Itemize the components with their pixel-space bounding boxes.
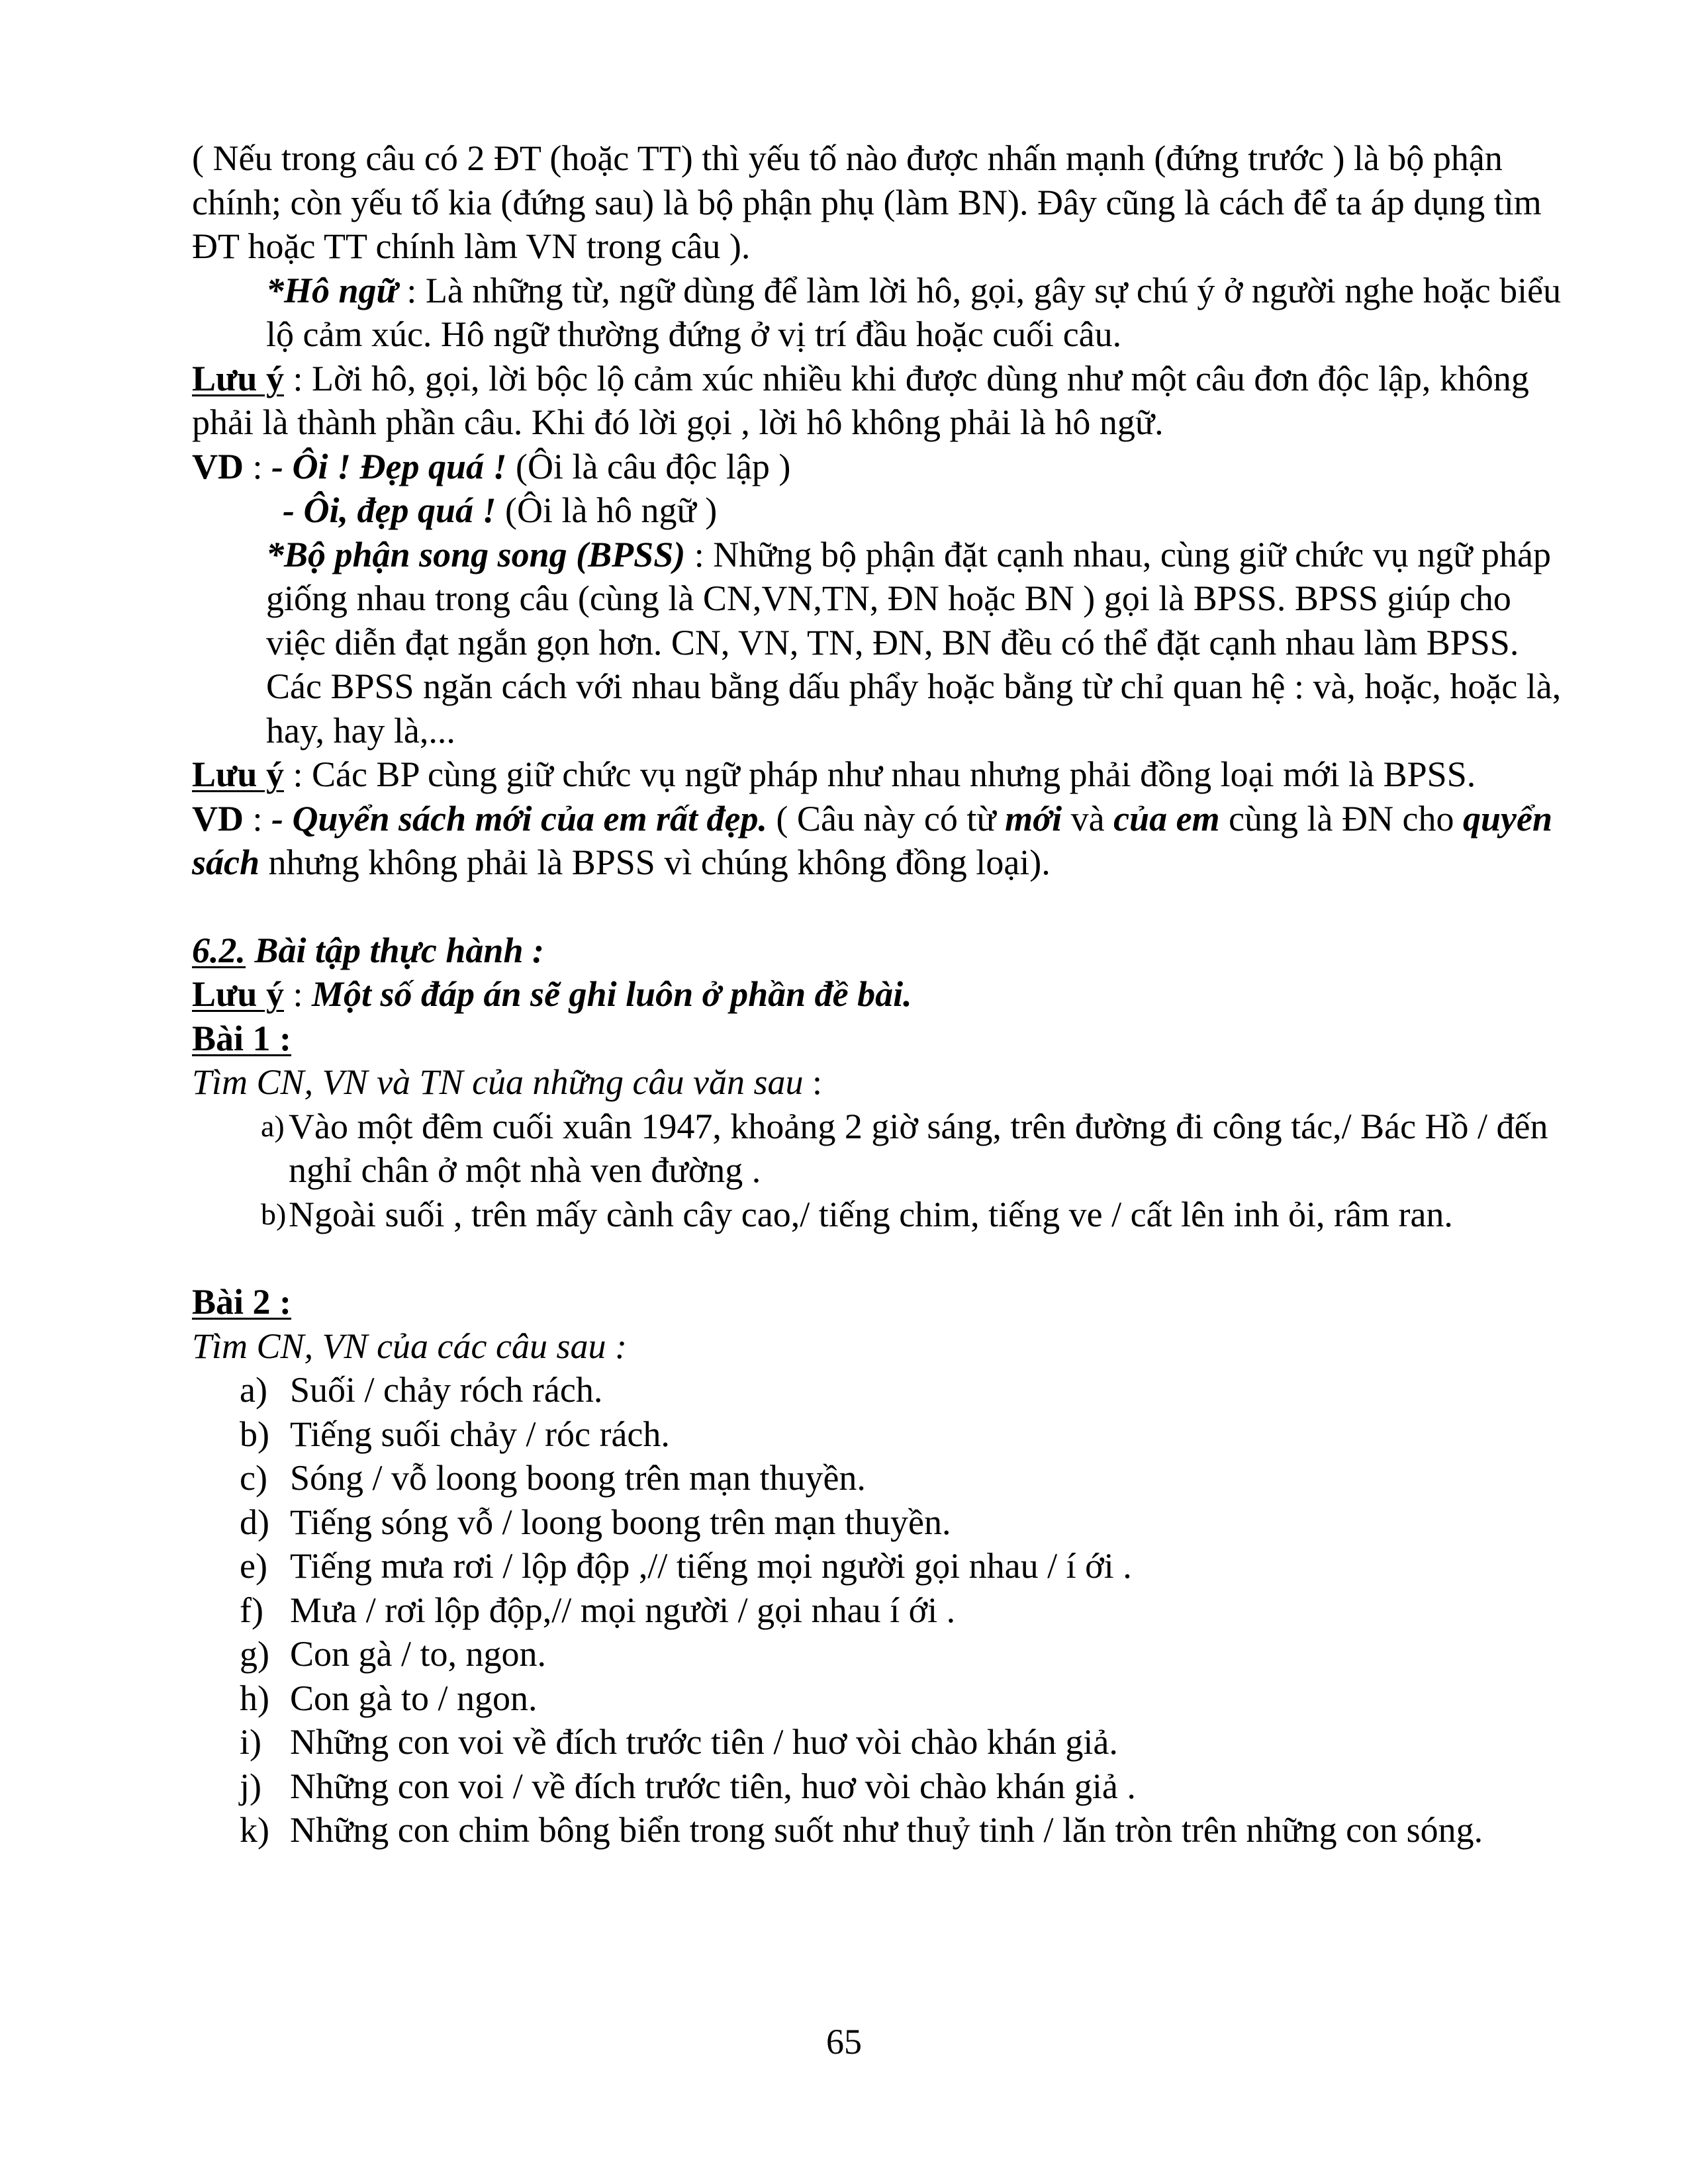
bai1-instruction-text: Tìm CN, VN và TN của những câu văn sau	[192, 1062, 804, 1102]
bai2-item-label: g)	[240, 1634, 269, 1674]
bai2-item-label: k)	[240, 1810, 269, 1850]
bpss-example-word-3: quyển sách	[192, 798, 1552, 882]
bai2-item-text: Con gà to / ngon.	[290, 1678, 538, 1718]
section-note-label: Lưu ý	[192, 974, 284, 1014]
bai1-heading-text: Bài 1 :	[192, 1018, 292, 1058]
section-note-text: Một số đáp án sẽ ghi luôn ở phần đề bài.	[311, 974, 912, 1014]
bpss-term: *Bộ phận song song (BPSS)	[266, 534, 686, 574]
bpss-example-sep: :	[244, 798, 272, 839]
bai2-heading-text: Bài 2 :	[192, 1282, 292, 1322]
bai2-item-j	[192, 1764, 1569, 1809]
intro-text: ( Nếu trong câu có 2 ĐT (hoặc TT) thì yếu tố nào được nhấn mạnh (đứng trước ) là bộ phận chính; còn yếu tố kia (đứng sau) là bộ phận phụ (làm BN). Đây cũng là cách để ta áp dụng tìm ĐT hoặc TT chính làm VN trong câu ).	[192, 138, 1542, 266]
bai2-item-e	[192, 1544, 1569, 1588]
bai2-item-c	[192, 1456, 1569, 1500]
bai2-item-text: Tiếng mưa rơi / lộp độp ,// tiếng mọi người gọi nhau / í ới .	[290, 1546, 1132, 1586]
ho-ngu-example-1-bold: - Ôi ! Đẹp quá !	[271, 446, 507, 486]
ho-ngu-example-2-bold: - Ôi, đẹp quá !	[283, 490, 496, 530]
bai2-item-text: Những con voi về đích trước tiên / huơ vòi chào khán giả.	[290, 1722, 1118, 1762]
bpss-example-bold: - Quyển sách mới của em rất đẹp.	[271, 798, 767, 839]
bai2-instruction	[192, 1324, 1569, 1369]
intro-paragraph	[192, 136, 1569, 269]
bai2-item-label: e)	[240, 1546, 267, 1586]
bai2-item-h	[192, 1676, 1569, 1721]
section-title: Bài tập thực hành :	[246, 930, 544, 970]
ho-ngu-example-label: VD	[192, 446, 244, 486]
bai2-item-text: Những con chim bông biển trong suốt như thuỷ tinh / lăn tròn trên những con sóng.	[290, 1810, 1483, 1850]
bai2-item-text: Tiếng sóng vỗ / loong boong trên mạn thuyền.	[290, 1502, 951, 1542]
bpss-note-label: Lưu ý	[192, 754, 284, 794]
bai2-item-text: Con gà / to, ngon.	[290, 1634, 546, 1674]
bai2-heading	[192, 1280, 1569, 1324]
spacer	[192, 1236, 1569, 1280]
bpss-example-word-1: mới	[1005, 798, 1062, 839]
bai2-item-label: f)	[240, 1590, 263, 1630]
bai2-item-k	[192, 1808, 1569, 1852]
bai2-item-f	[192, 1588, 1569, 1633]
bai2-item-text: Suối / chảy róch rách.	[290, 1370, 603, 1410]
bpss-example-text-1: ( Câu này có từ	[767, 798, 1006, 839]
section-note-sep: :	[283, 974, 312, 1014]
bai2-item-label: b)	[240, 1414, 269, 1454]
bai1-item-a-text: Vào một đêm cuối xuân 1947, khoảng 2 giờ sáng, trên đường đi công tác,/ Bác Hồ / đến nghỉ chân ở một nhà ven đường .	[289, 1106, 1548, 1190]
bai2-item-g	[192, 1632, 1569, 1676]
bai1-item-b-label: b)	[261, 1197, 287, 1231]
document-page	[192, 136, 1569, 1852]
bai1-instruction	[192, 1060, 1569, 1105]
bai2-instruction-text: Tìm CN, VN của các câu sau :	[192, 1326, 627, 1366]
bpss-example-text-3: cùng là ĐN cho	[1219, 798, 1463, 839]
bai1-item-a-label: a)	[261, 1109, 285, 1143]
bai2-item-label: d)	[240, 1502, 269, 1542]
bai1-instruction-suffix: :	[803, 1062, 822, 1102]
bai2-item-label: a)	[240, 1370, 267, 1410]
page-number: 65	[826, 2022, 862, 2062]
bai2-item-b	[192, 1412, 1569, 1457]
bpss-example-text-4: nhưng không phải là BPSS vì chúng không đồng loại).	[259, 842, 1051, 882]
ho-ngu-example-1-note: (Ôi là câu độc lập )	[506, 446, 791, 486]
bpss-note-text: : Các BP cùng giữ chức vụ ngữ pháp như nhau nhưng phải đồng loại mới là BPSS.	[283, 754, 1476, 794]
section-note	[192, 972, 1569, 1017]
section-number: 6.2.	[192, 930, 246, 970]
ho-ngu-definition	[192, 269, 1569, 357]
bpss-example-label: VD	[192, 798, 244, 839]
bpss-definition	[192, 533, 1569, 753]
bpss-note	[192, 752, 1569, 797]
bai2-item-label: h)	[240, 1678, 269, 1718]
bpss-example	[192, 797, 1569, 885]
bai2-item-text: Mưa / rơi lộp độp,// mọi người / gọi nhau í ới .	[290, 1590, 956, 1630]
ho-ngu-example-2	[192, 488, 1569, 533]
bai2-item-text: Tiếng suối chảy / róc rách.	[290, 1414, 670, 1454]
bai1-item-b-text: Ngoài suối , trên mấy cành cây cao,/ tiếng chim, tiếng ve / cất lên inh ỏi, râm ran.	[289, 1194, 1453, 1234]
bpss-definition-text: : Những bộ phận đặt cạnh nhau, cùng giữ chức vụ ngữ pháp giống nhau trong câu (cùng là CN,VN,TN, ĐN hoặc BN ) gọi là BPSS. BPSS giúp cho việc diễn đạt ngắn gọn hơn. CN, VN, TN, ĐN, BN đều có thể đặt cạnh nhau làm BPSS. Các BPSS ngăn cách với nhau bằng dấu phẩy hoặc bằng từ chỉ quan hệ : và, hoặc, hoặc là, hay, hay là,...	[266, 534, 1562, 751]
ho-ngu-note-text: : Lời hô, gọi, lời bộc lộ cảm xúc nhiều khi được dùng như một câu đơn độc lập, không phải là thành phần câu. Khi đó lời gọi , lời hô không phải là hô ngữ.	[192, 358, 1529, 442]
bai1-item-a	[192, 1105, 1569, 1193]
ho-ngu-example-sep: :	[244, 446, 272, 486]
ho-ngu-note	[192, 357, 1569, 445]
spacer	[192, 885, 1569, 929]
ho-ngu-term: *Hô ngữ	[266, 270, 398, 310]
bpss-example-text-2: và	[1062, 798, 1114, 839]
ho-ngu-example-1	[192, 445, 1569, 489]
ho-ngu-note-label: Lưu ý	[192, 358, 284, 398]
bai2-item-label: j)	[240, 1766, 261, 1806]
bai2-item-text: Những con voi / về đích trước tiên, huơ vòi chào khán giả .	[290, 1766, 1136, 1806]
ho-ngu-example-2-note: (Ôi là hô ngữ )	[496, 490, 718, 530]
section-heading	[192, 929, 1569, 973]
bai2-item-a	[192, 1368, 1569, 1412]
bai2-item-label: c)	[240, 1458, 267, 1498]
bpss-example-word-2: của em	[1113, 798, 1220, 839]
bai2-item-i	[192, 1720, 1569, 1764]
bai1-heading	[192, 1017, 1569, 1061]
bai2-item-d	[192, 1500, 1569, 1545]
ho-ngu-definition-text: : Là những từ, ngữ dùng để làm lời hô, gọi, gây sự chú ý ở người nghe hoặc biểu lộ cảm xúc. Hô ngữ thường đứng ở vị trí đầu hoặc cuối câu.	[266, 270, 1562, 354]
bai1-item-b	[192, 1193, 1569, 1237]
bai2-item-label: i)	[240, 1722, 261, 1762]
bai2-item-text: Sóng / vỗ loong boong trên mạn thuyền.	[290, 1458, 866, 1498]
